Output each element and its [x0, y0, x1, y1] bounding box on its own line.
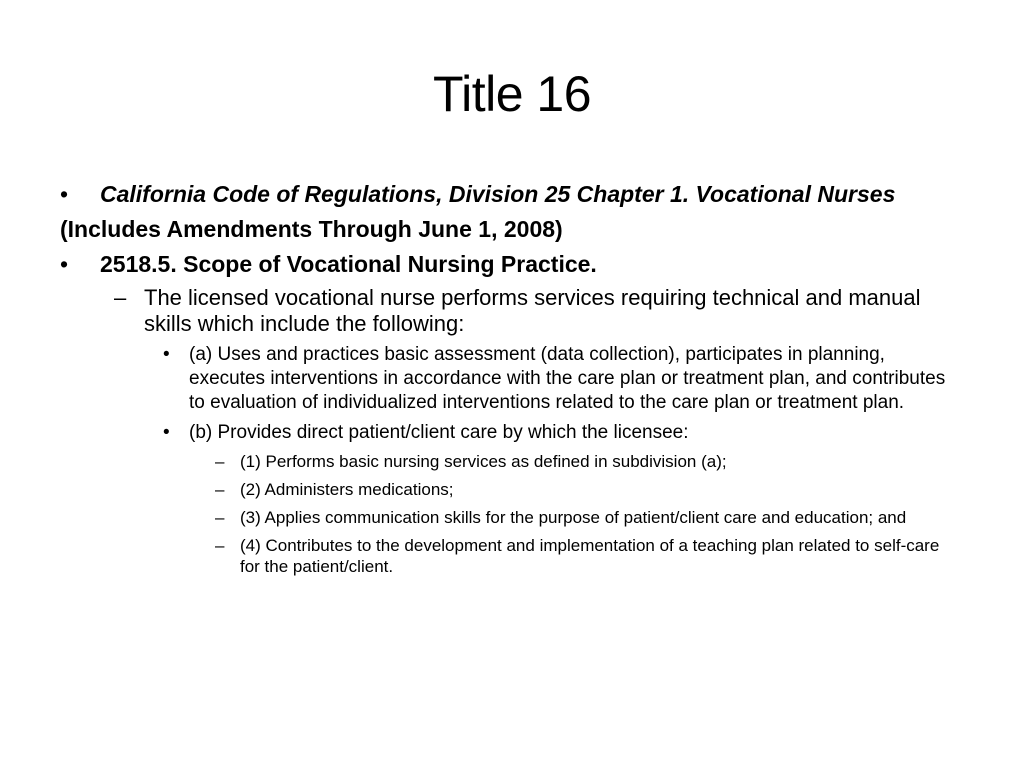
list-item-regulation-source — [60, 180, 960, 208]
list-item-b4 — [60, 535, 960, 577]
dash-icon: – — [215, 480, 225, 499]
bullet-icon: • — [60, 181, 69, 207]
dash-icon: – — [114, 285, 127, 310]
bullet-icon: • — [60, 251, 69, 277]
list-item-a — [60, 343, 960, 415]
list-item-section-heading — [60, 250, 960, 278]
dash-icon: – — [215, 508, 225, 527]
list-item-b2 — [60, 479, 960, 500]
bullet-icon: • — [163, 422, 170, 443]
bullet-icon: • — [163, 344, 170, 365]
amendments-text: (Includes Amendments Through June 1, 2008) — [60, 216, 563, 242]
amendments-note — [60, 215, 960, 243]
list-item-text: (3) Applies communication skills for the purpose of patient/client care and education; and — [240, 508, 907, 527]
list-item-b1 — [60, 451, 960, 472]
slide-title: Title 16 — [432, 66, 592, 122]
list-item-text: (a) Uses and practices basic assessment (data collection), participates in planning, executes interventions in accordance with the care plan or treatment plan, and contributes to evaluation of individualized interventions related to the care plan or treatment plan. — [189, 344, 946, 413]
list-item-b3 — [60, 507, 960, 528]
list-item-text: (2) Administers medications; — [240, 480, 454, 499]
list-item-text: (4) Contributes to the development and implementation of a teaching plan related to self-care for the patient/client. — [240, 536, 940, 576]
list-item-scope-intro — [60, 285, 960, 337]
list-item-text: 2518.5. Scope of Vocational Nursing Practice. — [100, 251, 597, 277]
dash-icon: – — [215, 536, 225, 555]
list-item-text: (b) Provides direct patient/client care by which the licensee: — [189, 422, 689, 443]
list-item-b — [60, 421, 960, 445]
slide-body — [60, 180, 960, 584]
list-item-text: (1) Performs basic nursing services as defined in subdivision (a); — [240, 452, 727, 471]
list-item-text: California Code of Regulations, Division 25 Chapter 1. Vocational Nurses — [100, 181, 896, 207]
dash-icon: – — [215, 452, 225, 471]
list-item-text: The licensed vocational nurse performs services requiring technical and manual skills which include the following: — [144, 285, 921, 336]
